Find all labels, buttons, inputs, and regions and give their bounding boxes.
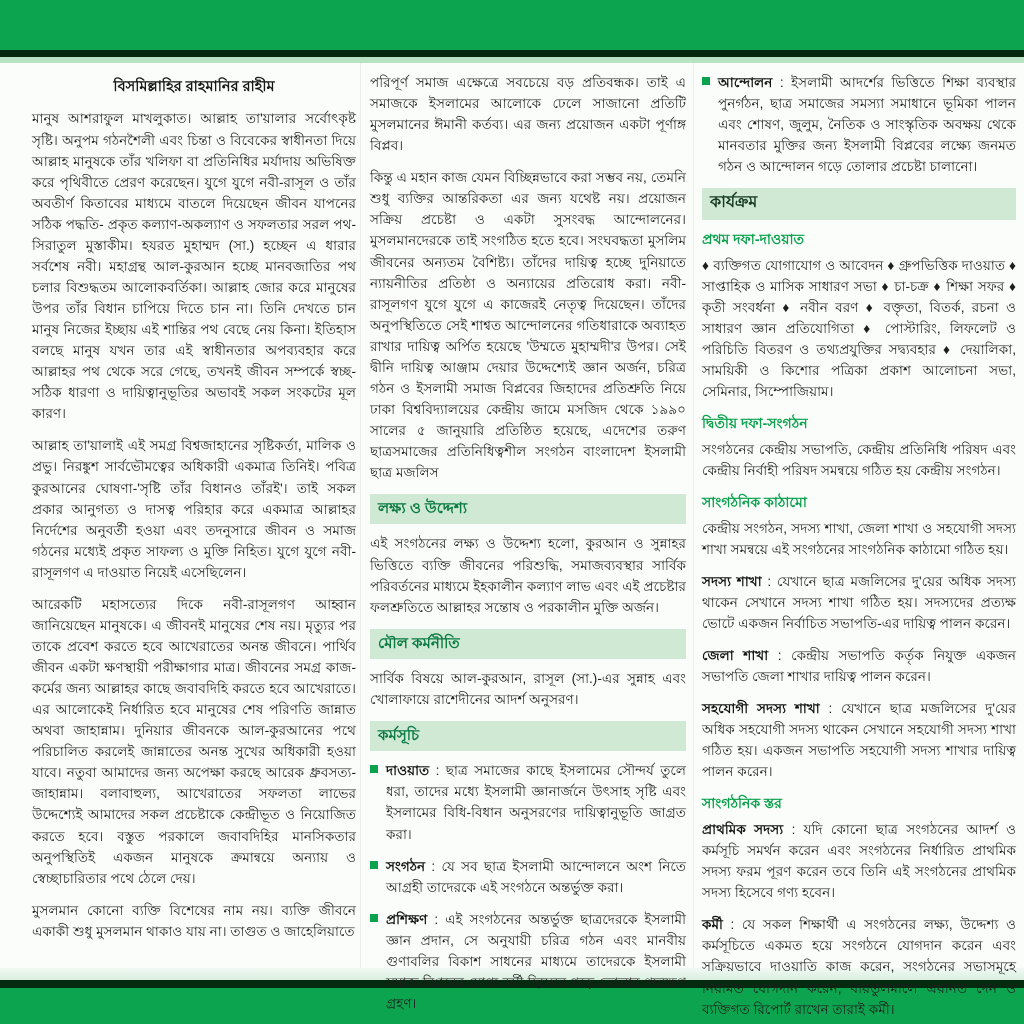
structure-item: [702, 698, 1016, 782]
level-item-text: : যে সকল শিক্ষার্থী এ সংগঠনের লক্ষ্য, উদ্দেশ্য ও কর্মসূচিতে একমত হয়ে সংগঠনে যোগদান করেন এবং সক্রিয়ভাবে দাওয়াতি কাজ করেন, সংগঠনের সভাসমূহে নিয়মিত যোগদান করেন, বায়তুলমালে এয়ানত দেন ও ব্যক্তিগত রিপোর্ট রাখেন তারাই কর্মী।: [702, 917, 1016, 1017]
section-header-program: কর্মসূচি: [370, 721, 686, 751]
section-header-policy: মৌল কর্মনীতি: [370, 629, 686, 659]
paragraph: আল্লাহ তা'য়ালাই এই সমগ্র বিশ্বজাহানের সৃষ্টিকর্তা, মালিক ও প্রভু। নিরঙ্কুশ সার্বভৌমত্বের অধিকারী একমাত্র তিনিই। পবিত্র কুরআনের ঘোষণা-'সৃষ্টি তাঁর বিধানও তাঁরই'। তাই সকল প্রকার আনুগত্য ও দাসত্ব পরিহার করে একমাত্র আল্লাহর নির্দেশের অনুবর্তী হওয়া এবং তদনুসারে জীবন ও সমাজ গঠনের মধ্যেই প্রকৃত সাফল্য ও মুক্তি নিহিত। যুগে যুগে নবী-রাসূলগণ এ দাওয়াত নিয়েই এসেছিলেন।: [32, 438, 356, 580]
subheader-levels: সাংগঠনিক স্তর: [702, 795, 782, 812]
program-item-andolon: [702, 72, 1016, 177]
paragraph: সংগঠনের কেন্দ্রীয় সভাপতি, কেন্দ্রীয় প্রতিনিধি পরিষদ এবং কেন্দ্রীয় নির্বাহী পরিষদ সমন্বয়ে গঠিত হয় কেন্দ্রীয় সংগঠন।: [702, 441, 1016, 478]
program-item-label: প্রশিক্ষণ: [386, 911, 428, 927]
paragraph: ♦ ব্যক্তিগত যোগাযোগ ও আবেদন ♦ গ্রুপভিত্তিক দাওয়াত ♦ সাপ্তাহিক ও মাসিক সাধারণ সভা ♦ চা-চক্র ♦ শিক্ষা সফর ♦ কৃতী সংবর্ধনা ♦ নবীন বরণ ♦ বক্তৃতা, বিতর্ক, রচনা ও সাধারণ জ্ঞান প্রতিযোগিতা ♦ পোস্টারিং, লিফলেট ও পরিচিতি বিতরণ ও তথ্যপ্রযুক্তির সদ্ব্যবহার ♦ দেয়ালিকা, সাময়িকী ও কিশোর পত্রিকা প্রকাশ আলোচনা সভা, সেমিনার, সিম্পোজিয়াম।: [702, 257, 1016, 400]
program-item-text: : ছাত্র সমাজের কাছে ইসলামের সৌন্দর্য তুলে ধরা, তাদের মধ্যে ইসলামী জ্ঞানার্জনে উৎসাহ সৃষ্টি এবং ইসলামের বিধি-বিধান অনুসরণের দায়িত্বানুভূতি জাগ্রত করা।: [386, 763, 686, 842]
level-item-label: কর্মী: [702, 917, 723, 933]
structure-item-label: সদস্য শাখা: [702, 573, 762, 589]
square-bullet-icon: [370, 914, 378, 922]
structure-item-text: : কেন্দ্রীয় সভাপতি কর্তৃক নিযুক্ত একজন সভাপতি জেলা শাখার দায়িত্ব পালন করেন।: [702, 648, 1016, 685]
section-header-goals: লক্ষ্য ও উদ্দেশ্য: [370, 494, 686, 524]
program-item-songothon: [370, 856, 686, 898]
square-bullet-icon: [370, 765, 378, 773]
paragraph: মুসলমান কোনো ব্যক্তি বিশেষের নাম নয়। ব্যক্তি জীবনে একাকী শুধু মুসলমান থাকাও যায় না। তাগুত ও জাহেলিয়াতে: [32, 902, 356, 939]
program-item-proshikkhon: [370, 909, 686, 1014]
structure-item: [702, 571, 1016, 634]
panel-fold-line: [360, 63, 361, 968]
paragraph: পরিপূর্ণ সমাজ এক্ষেত্রে সবচেয়ে বড় প্রতিবন্ধক। তাই এ সমাজকে ইসলামের আলোকে ঢেলে সাজানো প্রতিটি মুসলমানের ঈমানী কর্তব্য। এর জন্য প্রয়োজন একটা পূর্ণাঙ্গ বিপ্লব।: [370, 75, 686, 154]
paragraph: সার্বিক বিষয়ে আল-কুরআন, রাসূল (সা.)-এর সুন্নাহ এবং খোলাফায়ে রাশেদীনের আদর্শ অনুসরণ।: [370, 670, 686, 707]
structure-item-label: সহযোগী সদস্য শাখা: [702, 701, 820, 717]
subheader-phase1: প্রথম দফা-দাওয়াত: [702, 231, 805, 248]
square-bullet-icon: [702, 77, 710, 85]
level-item-label: প্রাথমিক সদস্য: [702, 822, 784, 838]
program-item-text: : এই সংগঠনের অন্তর্ভুক্ত ছাত্রদেরকে ইসলামী জ্ঞান প্রদান, সে অনুযায়ী চরিত্র গঠন এবং মানবীয় গুণাবলির বিকাশ সাধনের মাধ্যমে তাদেরকে ইসলামী সমাজ বিপ্লবের যোগ্য কর্মী হিসেবে গড়ে তোলার পদক্ষেপ গ্রহণ।: [386, 911, 686, 1011]
paragraph: এই সংগঠনের লক্ষ্য ও উদ্দেশ্য হলো, কুরআন ও সুন্নাহর ভিত্তিতে ব্যক্তি জীবনের পরিশুদ্ধি, সমাজব্যবস্থার সার্বিক পরিবর্তনের মাধ্যমে ইহকালীন কল্যাণ লাভ এবং এই প্রচেষ্টার ফলশ্রুতিতে আল্লাহর সন্তোষ ও পরকালীন মুক্তি অর্জন।: [370, 536, 686, 615]
structure-item-text: : যেখানে ছাত্র মজলিসের দু'য়ের অধিক সহযোগী সদস্য থাকেন সেখানে সহযোগী সদস্য শাখা গঠিত হয়। একজন সভাপতি সহযোগী সদস্য শাখার দায়িত্ব পালন করেন।: [702, 701, 1016, 780]
program-item-label: সংগঠন: [386, 858, 426, 874]
square-bullet-icon: [370, 861, 378, 869]
program-item-label: দাওয়াত: [386, 763, 430, 779]
program-item-text: : যে সব ছাত্র ইসলামী আন্দোলনে অংশ নিতে আগ্রহী তাদেরকে এই সংগঠনে অন্তর্ভুক্ত করা।: [386, 858, 686, 895]
section-header-activities: কার্যক্রম: [702, 188, 1016, 220]
structure-item-text: : যেখানে ছাত্র মজলিসের দু'য়ের অধিক সদস্য থাকেন সেখানে সদস্য শাখা গঠিত হয়। সদস্যদের প্রত্যক্ষ ভোটে একজন নির্বাচিত সভাপতি-এর দায়িত্ব পালন করেন।: [702, 573, 1016, 631]
bismillah-heading: বিসমিল্লাহির রাহমানির রাহীম: [113, 79, 275, 95]
top-dark-stripe: [0, 50, 1024, 57]
structure-item: [702, 645, 1016, 687]
paragraph: আরেকটি মহাসত্যের দিকে নবী-রাসূলগণ আহ্বান জানিয়েছেন মানুষকে। এ জীবনই মানুষের শেষ নয়। মৃত্যুর পর তাকে প্রবেশ করতে হবে আখেরাতের অনন্ত জীবনে। পার্থিব জীবন একটা ক্ষণস্থায়ী পরীক্ষাগার মাত্র। জীবনের সমগ্র কাজ-কর্মের জন্য আল্লাহর কাছে জবাবদিহি করতে হবে আখেরাতে। এর আলোকেই নির্ধারিত হবে মানুষের শেষ পরিণতি জান্নাত অথবা জাহান্নাম। দুনিয়ার জীবনকে আল-কুরআনের পথে পরিচালিত করলেই জান্নাতের অনন্ত সুখের অধিকারী হওয়া যাবে। নতুবা আমাদের জন্য অপেক্ষা করছে আরেক ধ্রুবসত্য-জাহান্নাম। বলাবাহুল্য, আখেরাতের সফলতা লাভের উদ্দেশ্যেই আমাদের সকল প্রচেষ্টাকে কেন্দ্রীভূত ও নিয়োজিত করতে হবে। বস্তুত পরকালে জবাবদিহির মানসিকতার অনুপস্থিতিই একজন মানুষকে ক্রমান্বয়ে অন্যায় ও স্বেচ্ছাচারিতার পথে ঠেলে দেয়।: [32, 596, 356, 886]
panel-fold-line: [693, 63, 694, 968]
top-light-stripe: [0, 57, 1024, 63]
paragraph: মানুষ আশরাফুল মাখলুকাত। আল্লাহ তা'য়ালার সর্বোৎকৃষ্ট সৃষ্টি। অনুপম গঠনশৈলী এবং চিন্তা ও বিবেকের স্বাধীনতা দিয়ে আল্লাহ মানুষকে তাঁর খলিফা বা প্রতিনিধির মর্যাদায় অভিষিক্ত করে পৃথিবীতে প্রেরণ করেছেন। যুগে যুগে নবী-রাসূল ও তাঁর অবতীর্ণ কিতাবের মাধ্যমে বাতলে দিয়েছেন জীবন যাপনের সঠিক পদ্ধতি- প্রকৃত কল্যাণ-অকল্যাণ ও সফলতার সরল পথ-সিরাতুল মুস্তাকীম। হযরত মুহাম্মদ (সা.) হচ্ছেন এ ধারার সর্বশেষ নবী। মহাগ্রন্থ আল-কুরআন হচ্ছে মানবজাতির পথ চলার বিশুদ্ধতম আলোকবর্তিকা। আল্লাহ জোর করে মানুষের উপর তাঁর বিধান চাপিয়ে দিতে চান না। তিনি দেখতে চান মানুষ নিজের ইচ্ছায় এই শান্তির পথ বেছে নেয় কিনা। ইতিহাস বলছে মানুষ যখন তার এই স্বাধীনতার অপব্যবহার করে আল্লাহর পথ থেকে সরে গেছে, তখনই জীবন সম্পর্কে স্বচ্ছ-সঠিক ধারণা ও দায়িত্বানুভূতির অভাবই সকল সংকটের মূল কারণ।: [32, 111, 356, 422]
program-item-text: : ইসলামী আদর্শের ভিত্তিতে শিক্ষা ব্যবস্থার পুনর্গঠন, ছাত্র সমাজের সমস্যা সমাধানে ভূমিকা পালন এবং শোষণ, জুলুম, নৈতিক ও সাংস্কৃতিক অবক্ষয় থেকে মানবতার মুক্তির জন্য ইসলামী বিপ্লবের লক্ষ্যে জনমত গঠন ও আন্দোলন গড়ে তোলার প্রচেষ্টা চালানো।: [718, 75, 1016, 175]
subheader-structure: সাংগঠনিক কাঠামো: [702, 494, 807, 511]
top-green-band: [0, 0, 1024, 50]
subheader-phase2: দ্বিতীয় দফা-সংগঠন: [702, 415, 808, 432]
panel-right: [702, 72, 1016, 1017]
paragraph: কেন্দ্রীয় সংগঠন, সদস্য শাখা, জেলা শাখা ও সহযোগী সদস্য শাখা সমন্বয়ে এই সংগঠনের সাংগঠনিক কাঠামো গঠিত হয়।: [702, 520, 1016, 557]
level-item-text: : যদি কোনো ছাত্র সংগঠনের আদর্শ ও কর্মসূচি সমর্থন করেন এবং সংগঠনের নির্ধারিত প্রাথমিক সদস্য ফরম পূরণ করেন তবে তিনি এই সংগঠনের প্রাথমিক সদস্য হিসেবে গণ্য হবেন।: [702, 822, 1016, 901]
program-item-dawat: [370, 760, 686, 844]
level-item: [702, 819, 1016, 903]
panel-middle: [370, 72, 686, 1011]
level-item: [702, 914, 1016, 1019]
structure-item-label: জেলা শাখা: [702, 648, 769, 664]
panel-left: [32, 72, 356, 972]
program-item-label: আন্দোলন: [718, 75, 773, 90]
paragraph: কিন্তু এ মহান কাজ যেমন বিচ্ছিন্নভাবে করা সম্ভব নয়, তেমনি শুধু ব্যক্তির আন্তরিকতা এর জন্য যথেষ্ট নয়। প্রয়োজন সক্রিয় প্রচেষ্টা ও একটা সুসংবদ্ধ আন্দোলনের। মুসলমানদেরকে তাই সংগঠিত হতে হবে। সংঘবদ্ধতা মুসলিম জীবনের অন্যতম বৈশিষ্ট্য। তাঁদের দায়িত্ব হচ্ছে দুনিয়াতে ন্যায়নীতির প্রতিষ্ঠা ও অন্যায়ের প্রতিরোধ করা। নবী-রাসূলগণ যুগে যুগে এ কাজেরই নেতৃত্ব দিয়েছেন। তাঁদের অনুপস্থিতিতে সেই শাশ্বত আন্দোলনের গতিধারাকে অব্যাহত রাখার দায়িত্ব অর্পিত হয়েছে 'উম্মতে মুহাম্মদী'র উপর। সেই দ্বীনি দায়িত্ব আঞ্জাম দেয়ার উদ্দেশ্যেই জ্ঞান অর্জন, চরিত্র গঠন ও ইসলামী সমাজ বিপ্লবের জিহাদের প্রতিশ্রুতি নিয়ে ঢাকা বিশ্ববিদ্যালয়ের কেন্দ্রীয় জামে মসজিদ থেকে ১৯৯০ সালের ৫ জানুয়ারি প্রতিষ্ঠিত হয়েছে, এদেশের তরুণ ছাত্রসমাজের প্রতিনিধিত্বশীল সংগঠন বাংলাদেশ ইসলামী ছাত্র মজলিস: [370, 170, 686, 481]
